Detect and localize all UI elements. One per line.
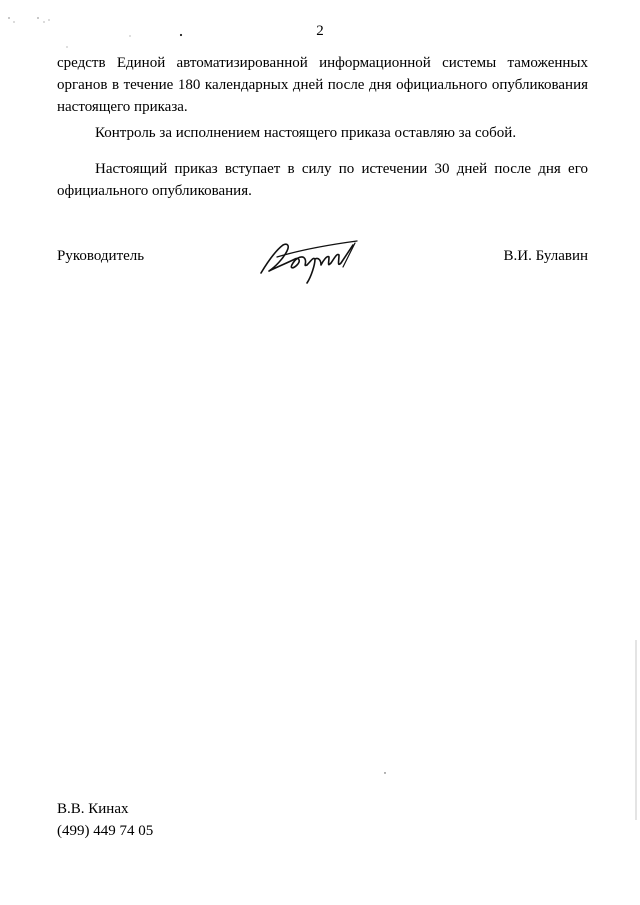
executor-name: В.В. Кинах <box>57 801 129 817</box>
signatory-name: В.И. Булавин <box>503 248 588 264</box>
paragraph-control: Контроль за исполнением настоящего приказа оставляю за собой. <box>95 125 517 141</box>
page-number: 2 <box>316 23 324 39</box>
executor-block <box>57 798 153 842</box>
signatory-role: Руководитель <box>57 248 145 264</box>
signature-block <box>57 243 588 293</box>
paragraph-continuation: средств Единой автоматизированной информационной системы таможенных органов в течение 180 календарных дней после дня официального опубликования настоящего приказа. <box>57 55 588 115</box>
executor-phone: (499) 449 74 05 <box>57 823 154 839</box>
handwritten-signature <box>257 237 362 287</box>
paragraph-effective-date: Настоящий приказ вступает в силу по истечении 30 дней после дня его официального опубликования. <box>57 161 588 199</box>
